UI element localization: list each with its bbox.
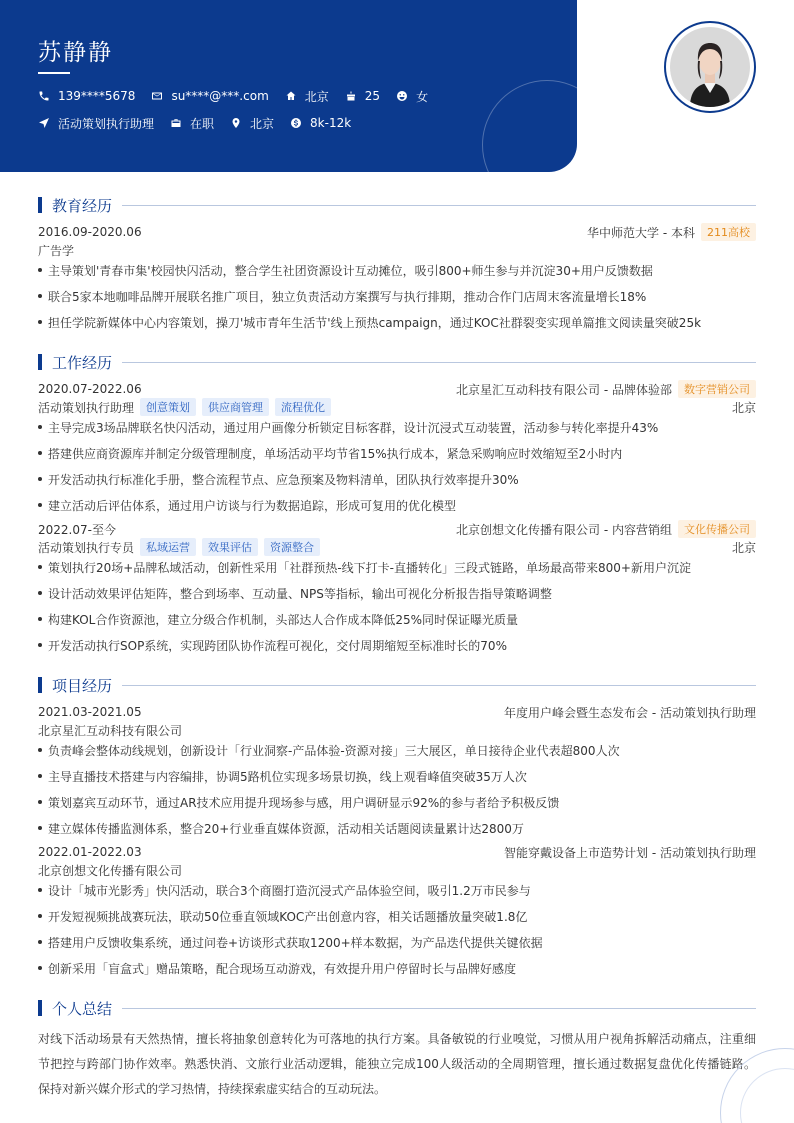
work-city: 北京	[731, 540, 756, 555]
list-item: 开发活动执行标准化手册，整合流程节点、应急预案及物料清单，团队执行效率提升30%	[38, 470, 756, 488]
skill-tag: 私域运营	[140, 538, 196, 556]
candidate-name: 苏静静	[38, 40, 113, 66]
work-period: 2022.07-至今	[38, 522, 116, 537]
avatar	[664, 21, 756, 113]
phone-item	[38, 89, 135, 103]
phone-icon	[38, 90, 50, 102]
skill-tag: 效果评估	[202, 538, 258, 556]
project-name-role: 年度用户峰会暨生态发布会 - 活动策划执行助理	[504, 705, 756, 720]
list-item: 建立媒体传播监测体系，整合20+行业垂直媒体资源，活动相关话题阅读量累计达2800万	[38, 819, 756, 837]
work-position: 活动策划执行助理	[38, 400, 135, 415]
position-item	[38, 115, 154, 132]
work-company: 北京创想文化传播有限公司 - 内容营销组	[456, 522, 672, 537]
project-1-company-row	[38, 721, 756, 739]
send-icon	[38, 117, 50, 129]
hometown-text: 北京	[304, 89, 329, 104]
work-position: 活动策划执行专员	[38, 540, 135, 555]
list-item: 搭建用户反馈收集系统，通过问卷+访谈形式获取1200+样本数据，为产品迭代提供关键依据	[38, 933, 756, 951]
list-item: 主导策划'青春市集'校园快闪活动，整合学生社团资源设计互动摊位，吸引800+师生参与并沉淀30+用户反馈数据	[38, 261, 756, 279]
email-text: su****@***.com	[171, 89, 269, 103]
project-2-company-row	[38, 861, 756, 879]
job-intent-row	[38, 114, 367, 132]
home-icon	[285, 90, 297, 102]
education-major-row	[38, 241, 756, 259]
position-text: 活动策划执行助理	[58, 116, 155, 131]
education-period: 2016.09-2020.06	[38, 225, 142, 239]
skill-tag: 供应商管理	[202, 398, 269, 416]
list-item: 建立活动后评估体系，通过用户访谈与行为数据追踪，形成可复用的优化模型	[38, 496, 756, 514]
list-item: 开发活动执行SOP系统，实现跨团队协作流程可视化，交付周期缩短至标准时长的70%	[38, 636, 756, 654]
project-company: 北京创想文化传播有限公司	[38, 863, 183, 878]
section-summary-title: 个人总结	[38, 999, 756, 1017]
list-item: 策划嘉宾互动环节，通过AR技术应用提升现场参与感，用户调研显示92%的参与者给予积极反馈	[38, 793, 756, 811]
project-company: 北京星汇互动科技有限公司	[38, 723, 183, 738]
work-2-position-row	[38, 538, 756, 556]
section-work-title: 工作经历	[38, 353, 756, 371]
list-item: 策划执行20场+品牌私域活动，创新性采用「社群预热-线下打卡-直播转化」三段式链路，单场最高带来800+新用户沉淀	[38, 558, 756, 576]
list-item: 担任学院新媒体中心内容策划，操刀'城市青年生活节'线上预热campaign，通过KOC社群裂变实现单篇推文阅读量突破25k	[38, 313, 756, 331]
list-item: 负责峰会整体动线规划，创新设计「行业洞察-产品体验-资源对接」三大展区，单日接待企业代表超800人次	[38, 741, 756, 759]
status-item	[170, 115, 214, 132]
hometown-item	[285, 88, 329, 105]
work-company: 北京星汇互动科技有限公司 - 品牌体验部	[456, 382, 672, 397]
name-underline	[38, 72, 70, 74]
list-item: 构建KOL合作资源池，建立分级合作机制，头部达人合作成本降低25%同时保证曝光质量	[38, 610, 756, 628]
gender-text: 女	[416, 89, 429, 104]
gender-item	[396, 88, 428, 105]
education-tag: 211高校	[701, 223, 756, 241]
list-item: 联合5家本地咖啡品牌开展联名推广项目，独立负责活动方案撰写与执行排期，推动合作门店周末客流量增长18%	[38, 287, 756, 305]
list-item: 设计「城市光影秀」快闪活动，联合3个商圈打造沉浸式产品体验空间，吸引1.2万市民参与	[38, 881, 756, 899]
email-item	[151, 89, 268, 103]
list-item: 搭建供应商资源库并制定分级管理制度，单场活动平均节省15%执行成本，紧急采购响应时效缩短至2小时内	[38, 444, 756, 462]
briefcase-icon	[170, 117, 182, 129]
header-banner	[0, 0, 577, 172]
city-item	[230, 115, 274, 132]
summary-text: 对线下活动场景有天然热情，擅长将抽象创意转化为可落地的执行方案。具备敏锐的行业嗅觉，习惯从用户视角拆解活动痛点，注重细节把控与跨部门协作效率。熟悉快消、文旅行业活动逻辑，能独立完成100人级活动的全周期管理，擅长通过数据复盘优化传播链路。保持对新兴媒介形式的学习热情，持续探索虚实结合的互动玩法。	[38, 1032, 756, 1096]
mail-icon	[151, 90, 163, 102]
list-item: 主导完成3场品牌联名快闪活动，通过用户画像分析锁定目标客群，设计沉浸式互动装置，活动参与转化率提升43%	[38, 418, 756, 436]
work-1-header-row	[38, 380, 756, 398]
money-icon	[290, 117, 302, 129]
status-text: 在职	[190, 116, 215, 131]
location-icon	[230, 117, 242, 129]
project-period: 2021.03-2021.05	[38, 705, 142, 719]
work-company-tag: 文化传播公司	[678, 520, 756, 538]
list-item: 开发短视频挑战赛玩法，联动50位垂直领域KOC产出创意内容，相关话题播放量突破1.8亿	[38, 907, 756, 925]
skill-tag: 流程优化	[275, 398, 331, 416]
list-item: 创新采用「盲盒式」赠品策略，配合现场互动游戏，有效提升用户停留时长与品牌好感度	[38, 959, 756, 977]
salary-text: 8k-12k	[310, 116, 352, 130]
project-period: 2022.01-2022.03	[38, 845, 142, 859]
project-1-header-row	[38, 703, 756, 721]
age-text: 25	[364, 89, 381, 103]
avatar-photo	[670, 27, 750, 107]
work-company-tag: 数字营销公司	[678, 380, 756, 398]
age-item	[345, 89, 380, 103]
project-2-header-row	[38, 843, 756, 861]
city-text: 北京	[250, 116, 275, 131]
skill-tag: 创意策划	[140, 398, 196, 416]
section-project-title: 项目经历	[38, 676, 756, 694]
phone-text: 139****5678	[58, 89, 136, 103]
work-city: 北京	[731, 400, 756, 415]
section-education-title: 教育经历	[38, 196, 756, 214]
work-2-header-row	[38, 520, 756, 538]
smile-icon	[396, 90, 408, 102]
work-1-position-row	[38, 398, 756, 416]
education-major: 广告学	[38, 243, 75, 258]
skill-tag: 资源整合	[264, 538, 320, 556]
education-school: 华中师范大学 - 本科	[587, 225, 695, 240]
contact-info-row	[38, 87, 444, 105]
list-item: 设计活动效果评估矩阵，整合到场率、互动量、NPS等指标，输出可视化分析报告指导策略调整	[38, 584, 756, 602]
list-item: 主导直播技术搭建与内容编排，协调5路机位实现多场景切换，线上观看峰值突破35万人次	[38, 767, 756, 785]
education-header-row	[38, 223, 756, 241]
work-period: 2020.07-2022.06	[38, 382, 142, 396]
project-name-role: 智能穿戴设备上市造势计划 - 活动策划执行助理	[504, 845, 756, 860]
salary-item	[290, 116, 351, 130]
header-decoration	[482, 80, 577, 172]
cake-icon	[345, 90, 357, 102]
